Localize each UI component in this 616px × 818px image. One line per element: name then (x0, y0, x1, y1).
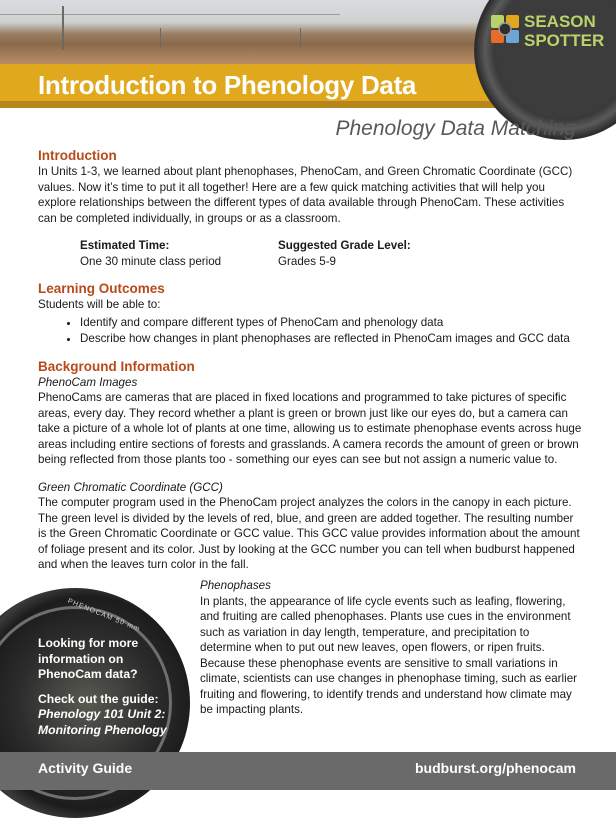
wire-line (0, 14, 340, 15)
callout-heading: Looking for more information on PhenoCam data? (38, 636, 139, 681)
callout-guide-lead: Check out the guide: (38, 691, 159, 706)
field-pole (300, 28, 301, 48)
images-text: PhenoCams are cameras that are placed in fixed locations and programmed to take pictures of specific areas, every day. They record whether a plant is green or brown just like our eyes do, but a camera can take a picture of a whole lot of plants at one time, allowing us to estimate phenophase events across huge areas including entire sections of forests and grasslands. A camera records the amount of green or brown being reflected from those plants too - something our eyes can see but not assign a numeric value to. (38, 391, 582, 466)
lens-label: PHENOCAM 50 mm (66, 597, 142, 634)
list-item: • Describe how changes in plant phenophases are reflected in PhenoCam images and GCC data (80, 331, 584, 347)
guide-callout (38, 636, 178, 738)
field-pole (62, 6, 64, 50)
phenophases-subheading: Phenophases (200, 579, 271, 592)
activity-meta (80, 238, 584, 269)
field-pole (160, 28, 161, 48)
season-spotter-logo-icon (490, 14, 520, 44)
grade-label: Suggested Grade Level: (278, 239, 411, 252)
time-value: One 30 minute class period (80, 254, 222, 268)
time-label: Estimated Time: (80, 239, 170, 252)
callout-guide-link[interactable]: Phenology 101 Unit 2: Monitoring Phenology (38, 707, 167, 737)
page-title: Introduction to Phenology Data (38, 70, 417, 100)
logo-wordmark: SEASON SPOTTER (524, 12, 605, 50)
grade-value: Grades 5-9 (278, 254, 336, 268)
phenophases-section (200, 578, 584, 718)
background-heading: Background Information (38, 358, 195, 374)
gcc-subheading: Green Chromatic Coordinate (GCC) (38, 480, 223, 494)
main-content (38, 148, 584, 573)
phenophases-text: In plants, the appearance of life cycle events such as leafing, flowering, and fruiting are called phenophases. Plants use cues in the environment such as variation in day length, temperature, and precipitation to determine when to put out new leaves, open flowers, or ripen fruits. Because these phenophase events are sensitive to small variations in climate, scientists can use changes in phenophase timing, such as earlier fruiting and flowering, to identify trends and understand how climate may be impacting plants. (200, 594, 578, 716)
footer-url-link[interactable]: budburst.org/phenocam (415, 760, 576, 776)
page-subtitle: Phenology Data Matching (335, 117, 576, 140)
gcc-text: The computer program used in the PhenoCam project analyzes the colors in the canopy in each picture. The green level is divided by the levels of red, blue, and green are added together. The resulting number is the Green Chromatic Coordinate or GCC value. This GCC value provides information about the amount of foliage present and its color. Just by looking at the GCC number you can tell when budburst happened and when the leaves turn color in the fall. (38, 496, 580, 571)
list-item: • Identify and compare different types of PhenoCam and phenology data (80, 315, 584, 331)
images-subheading: PhenoCam Images (38, 375, 138, 389)
intro-text: In Units 1-3, we learned about plant phenophases, PhenoCam, and Green Chromatic Coordinate (GCC) values. Now it’s time to put it all together! Here are a few quick matching activities that will help you explore relationships between the different types of data available through PhenoCam. These activities can be completed individually, in groups or as a classroom. (38, 165, 573, 225)
outcomes-heading: Learning Outcomes (38, 281, 165, 296)
outcomes-list (38, 315, 584, 347)
intro-heading: Introduction (38, 148, 117, 163)
footer-label: Activity Guide (38, 760, 133, 776)
outcomes-lead: Students will be able to: (38, 298, 161, 311)
